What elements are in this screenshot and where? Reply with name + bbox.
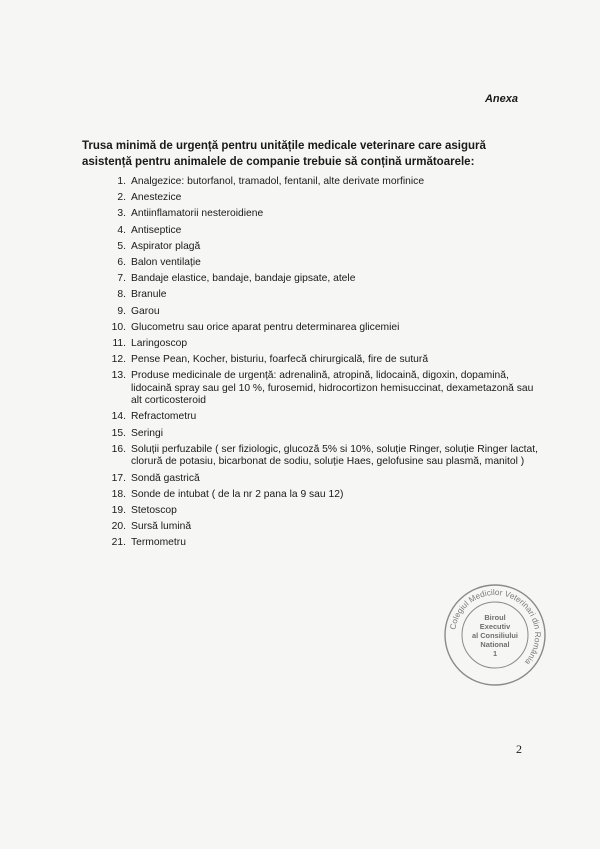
list-item-number: 7. [117, 273, 126, 285]
list-item-text: Sursă lumină [131, 521, 192, 533]
list-item [100, 225, 540, 238]
list-item-number: 11. [112, 337, 126, 349]
list-item-text: Aspirator plagă [131, 240, 201, 252]
kit-items-list [100, 176, 540, 553]
list-item-number: 16. [111, 443, 126, 455]
list-item [100, 241, 540, 254]
list-item-text: Antiseptice [131, 224, 182, 236]
list-item-number: 12. [111, 354, 126, 366]
stamp-center-line: al Consiliului [472, 631, 518, 640]
list-item-number: 15. [111, 427, 126, 439]
list-item [100, 505, 540, 518]
list-item [100, 289, 540, 302]
list-item-text: Analgezice: butorfanol, tramadol, fentanil, alte derivate morfinice [131, 176, 425, 187]
list-item-number: 5. [117, 240, 126, 252]
list-item-text: Soluții perfuzabile ( ser fiziologic, glucoză 5% si 10%, soluție Ringer, soluție Ringer lactat, clorură de potasiu, bicarbonat de sodiu, soluție Haes, gelofusine sau plasmă, manitol ) [131, 443, 538, 468]
list-item [100, 370, 540, 408]
list-item [100, 322, 540, 335]
list-item [100, 354, 540, 367]
list-item [100, 489, 540, 502]
list-item-number: 18. [111, 488, 126, 500]
list-item [100, 257, 540, 270]
stamp-ring-text: Colegiul Medicilor Veterinari din România [448, 587, 543, 667]
list-item-text: Pense Pean, Kocher, bisturiu, foarfecă chirurgicală, fire de sutură [131, 354, 429, 366]
list-item-text: Branule [131, 289, 167, 301]
list-item-number: 2. [117, 192, 126, 204]
list-item-number: 3. [117, 208, 126, 220]
list-item-text: Stetoscop [131, 504, 177, 516]
stamp-center-line: National [480, 640, 510, 649]
list-item-number: 9. [117, 305, 126, 317]
page-number: 2 [516, 742, 522, 756]
list-item-text: Balon ventilație [131, 256, 201, 268]
stamp-center-line: Executiv [479, 622, 511, 631]
list-item-text: Garou [131, 305, 160, 317]
list-item-text: Refractometru [131, 411, 197, 423]
list-item-number: 10. [111, 321, 126, 333]
list-item-number: 13. [111, 370, 126, 382]
list-item [100, 411, 540, 424]
list-item [100, 473, 540, 486]
list-item [100, 444, 540, 469]
list-item-number: 1. [117, 176, 126, 187]
list-item-number: 21. [111, 537, 126, 549]
list-item-text: Anestezice [131, 192, 182, 204]
list-item-text: Antiinflamatorii nesteroidiene [131, 208, 264, 220]
official-stamp [443, 583, 547, 687]
list-item-text: Produse medicinale de urgență: adrenalină, atropină, lidocaină, digoxin, dopamină, lidocaină spray sau gel 10 %, furosemid, hidrocortizon hemisuccinat, dexametazonă sau alt corticosteroid [131, 370, 534, 407]
list-item-text: Seringi [131, 427, 164, 439]
list-item [100, 176, 540, 189]
list-item-text: Glucometru sau orice aparat pentru determinarea glicemiei [131, 321, 400, 333]
list-item-number: 20. [111, 521, 126, 533]
list-item [100, 208, 540, 221]
list-item [100, 338, 540, 351]
stamp-center-line: 1 [492, 649, 498, 658]
list-item-text: Laringoscop [131, 337, 188, 349]
stamp-center-line: Biroul [484, 613, 506, 622]
list-item-number: 19. [111, 504, 126, 516]
list-item [100, 537, 540, 550]
list-item-text: Bandaje elastice, bandaje, bandaje gipsate, atele [131, 273, 356, 285]
list-item-text: Termometru [131, 537, 186, 549]
list-item [100, 521, 540, 534]
document-heading: Trusa minimă de urgență pentru unitățile medicale veterinare care asigură asistență pentru animalele de companie trebuie să conțină următoarele: [82, 140, 486, 168]
list-item-text: Sondă gastrică [131, 472, 200, 484]
annex-label: Anexa [484, 93, 518, 105]
list-item-number: 8. [117, 289, 126, 301]
list-item [100, 192, 540, 205]
list-item [100, 273, 540, 286]
list-item-number: 4. [117, 224, 126, 236]
list-item [100, 306, 540, 319]
list-item-text: Sonde de intubat ( de la nr 2 pana la 9 sau 12) [131, 488, 344, 500]
list-item-number: 14. [111, 411, 126, 423]
list-item-number: 6. [117, 256, 126, 268]
list-item [100, 428, 540, 441]
list-item-number: 17. [111, 472, 126, 484]
